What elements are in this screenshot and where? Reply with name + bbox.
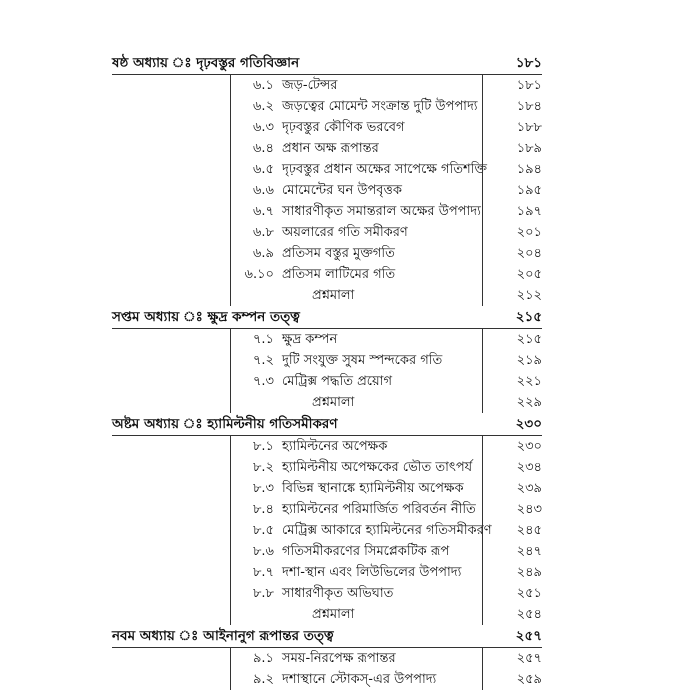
section-title: ক্ষুদ্র কম্পন [282, 332, 338, 347]
section-page-number: ২৫৭ [516, 651, 542, 666]
toc-entry [112, 371, 542, 392]
section-number: ৬.৭ [252, 204, 274, 219]
toc-entry [112, 96, 542, 117]
section-page-number: ২১৯ [516, 353, 542, 368]
exercise-page-number: ২২৯ [516, 395, 542, 410]
section-number: ৯.১ [252, 651, 274, 666]
section-title: সময়-নিরপেক্ষ রূপান্তর [282, 651, 396, 666]
toc-entry [112, 562, 542, 583]
section-number: ৯.২ [252, 672, 274, 687]
section-number: ৬.৩ [252, 120, 274, 135]
toc-entry [112, 201, 542, 222]
section-title: মেট্রিক্স পদ্ধতি প্রয়োগ [282, 374, 392, 389]
chapter-page-number: ২৩০ [515, 416, 542, 432]
section-page-number: ১৯৭ [516, 204, 542, 219]
toc-entry [112, 520, 542, 541]
section-title: দৃঢ়বস্তুর প্রধান অক্ষের সাপেক্ষে গতিশক্তি [282, 162, 488, 177]
section-page-number: ২৪৯ [516, 565, 542, 580]
section-title: প্রধান অক্ষ রূপান্তর [282, 141, 379, 156]
section-page-number: ১৮৪ [516, 99, 542, 114]
toc-entry [112, 75, 542, 96]
section-title: অয়লারের গতি সমীকরণ [282, 225, 408, 240]
section-title: দৃঢ়বস্তুর কৌণিক ভরবেগ [282, 120, 405, 135]
section-number: ৭.৩ [252, 374, 274, 389]
section-page-number: ১৮১ [516, 78, 542, 93]
section-page-number: ১৯৪ [516, 162, 542, 177]
toc-entry [112, 264, 542, 285]
section-page-number: ২৩০ [516, 439, 542, 454]
chapter-entries [112, 75, 542, 306]
section-title: দুটি সংযুক্ত সুষম স্পন্দকের গতি [282, 353, 443, 368]
section-number: ৭.২ [252, 353, 274, 368]
section-page-number: ২০৪ [516, 246, 542, 261]
section-title: মেট্রিক্স আকারে হ্যামিল্টনের গতিসমীকরণ [282, 523, 492, 538]
section-page-number: ২৩৪ [516, 460, 542, 475]
right-vertical-rule [482, 329, 483, 413]
section-number: ৬.১০ [244, 267, 274, 282]
section-page-number: ১৯৫ [516, 183, 542, 198]
toc-entry [112, 138, 542, 159]
toc-entry [112, 669, 542, 690]
section-number: ৮.৭ [252, 565, 274, 580]
exercise-title: প্রশ্নমালা [312, 288, 355, 303]
left-vertical-rule [230, 329, 231, 413]
section-page-number: ২২১ [516, 374, 542, 389]
chapter-title: সপ্তম অধ্যায় ঃ ক্ষুদ্র কম্পন তত্ত্ব [112, 309, 300, 325]
chapter-heading [112, 625, 542, 648]
section-title: দশাস্থানে স্টোকস্-এর উপপাদ্য [282, 672, 437, 687]
section-title: প্রতিসম বস্তুর মুক্তগতি [282, 246, 395, 261]
toc-entry [112, 648, 542, 669]
left-vertical-rule [230, 648, 231, 690]
section-page-number: ২৪৩ [516, 502, 542, 517]
section-title: মোমেন্টের ঘন উপবৃত্তক [282, 183, 402, 198]
chapter-page-number: ১৮১ [515, 55, 542, 71]
chapter-entries [112, 436, 542, 625]
exercise-page-number: ২৫৪ [516, 607, 542, 622]
toc-entry [112, 541, 542, 562]
section-page-number: ২১৫ [516, 332, 542, 347]
right-vertical-rule [482, 436, 483, 625]
toc-entry [112, 583, 542, 604]
left-vertical-rule [230, 436, 231, 625]
section-title: জড়-টেন্সর [282, 78, 338, 93]
chapter-heading [112, 306, 542, 329]
toc-entry [112, 180, 542, 201]
section-number: ৬.৯ [252, 246, 274, 261]
section-number: ৮.৬ [252, 544, 274, 559]
exercise-title: প্রশ্নমালা [312, 395, 355, 410]
section-page-number: ২৪৭ [516, 544, 542, 559]
left-vertical-rule [230, 75, 231, 306]
section-page-number: ২৪৫ [516, 523, 542, 538]
section-page-number: ২৩৯ [516, 481, 542, 496]
exercise-page-number: ২১২ [516, 288, 542, 303]
toc-entry [112, 436, 542, 457]
section-number: ৮.১ [252, 439, 274, 454]
section-number: ৬.৫ [252, 162, 274, 177]
section-number: ৮.৮ [252, 586, 274, 601]
section-number: ৬.৪ [252, 141, 274, 156]
chapter-page-number: ২৫৭ [515, 628, 542, 644]
section-title: গতিসমীকরণের সিমপ্লেকটিক রূপ [282, 544, 450, 559]
exercise-entry [112, 392, 542, 413]
section-number: ৬.২ [252, 99, 274, 114]
toc-entry [112, 159, 542, 180]
toc-entry [112, 243, 542, 264]
chapter-title: অষ্টম অধ্যায় ঃ হ্যামিল্টনীয় গতিসমীকরণ [112, 416, 338, 432]
exercise-entry [112, 604, 542, 625]
section-number: ৮.৩ [252, 481, 274, 496]
chapter-title: নবম অধ্যায় ঃ আইনানুগ রূপান্তর তত্ত্ব [112, 628, 334, 644]
chapter-heading [112, 413, 542, 436]
section-title: বিভিন্ন স্থানাঙ্কে হ্যামিল্টনীয় অপেক্ষক [282, 481, 464, 496]
section-page-number: ২০১ [516, 225, 542, 240]
toc-entry [112, 457, 542, 478]
toc-entry [112, 478, 542, 499]
section-title: দশা-স্থান এবং লিউভিলের উপপাদ্য [282, 565, 462, 580]
section-number: ৭.১ [252, 332, 274, 347]
section-number: ৮.৪ [252, 502, 274, 517]
section-page-number: ২০৫ [516, 267, 542, 282]
toc-entry [112, 350, 542, 371]
toc-entry [112, 117, 542, 138]
toc-entry [112, 499, 542, 520]
section-number: ৬.৬ [252, 183, 274, 198]
section-number: ৮.২ [252, 460, 274, 475]
section-page-number: ২৫১ [516, 586, 542, 601]
exercise-title: প্রশ্নমালা [312, 607, 355, 622]
right-vertical-rule [482, 648, 483, 690]
chapter-title: ষষ্ঠ অধ্যায় ঃ দৃঢ়বস্তুর গতিবিজ্ঞান [112, 55, 300, 71]
chapter-page-number: ২১৫ [515, 309, 542, 325]
chapter-heading [112, 52, 542, 75]
section-number: ৬.১ [252, 78, 274, 93]
section-page-number: ১৮৯ [516, 141, 542, 156]
section-title: হ্যামিল্টনের অপেক্ষক [282, 439, 388, 454]
section-page-number: ১৮৮ [516, 120, 542, 135]
section-title: সাধারণীকৃত সমান্তরাল অক্ষের উপপাদ্য [282, 204, 481, 219]
chapter-entries [112, 329, 542, 413]
chapter-entries [112, 648, 542, 690]
toc-entry [112, 222, 542, 243]
section-number: ৬.৮ [252, 225, 274, 240]
section-title: প্রতিসম লাটিমের গতি [282, 267, 396, 282]
section-title: হ্যামিল্টনের পরিমার্জিত পরিবর্তন নীতি [282, 502, 476, 517]
right-vertical-rule [482, 75, 483, 306]
section-page-number: ২৫৯ [516, 672, 542, 687]
toc-entry [112, 329, 542, 350]
section-title: হ্যামিল্টনীয় অপেক্ষকের ভৌত তাৎপর্য [282, 460, 473, 475]
section-number: ৮.৫ [252, 523, 274, 538]
section-title: জড়ত্বের মোমেন্ট সংক্রান্ত দুটি উপপাদ্য [282, 99, 478, 114]
table-of-contents [112, 52, 542, 690]
exercise-entry [112, 285, 542, 306]
section-title: সাধারণীকৃত অভিঘাত [282, 586, 394, 601]
